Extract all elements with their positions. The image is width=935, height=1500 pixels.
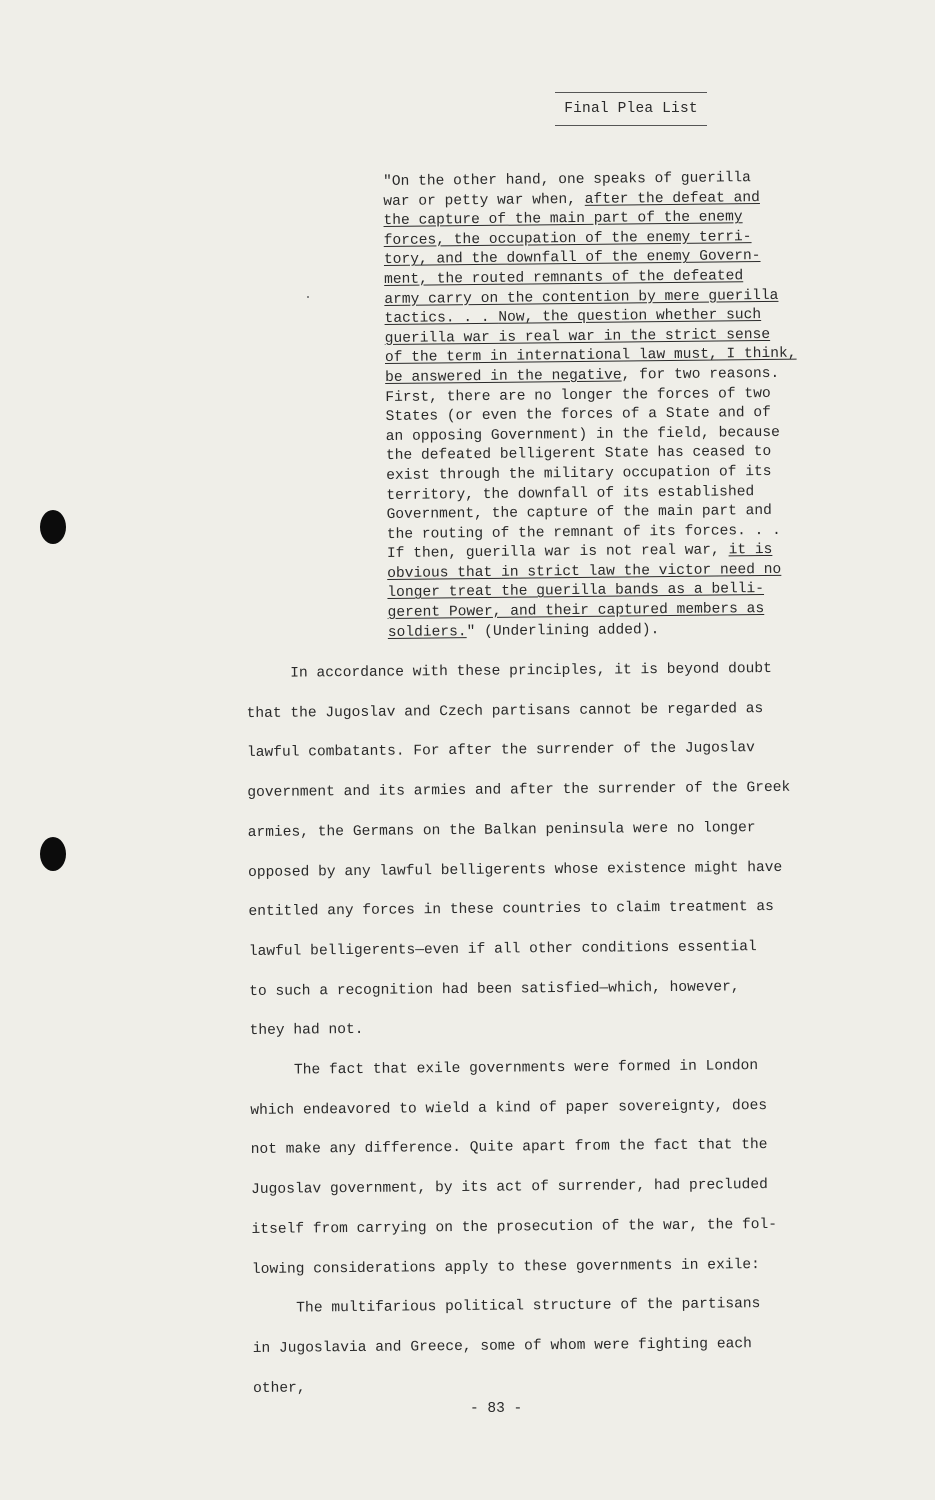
body-line: In accordance with these principles, it is beyond doubt [290,660,772,682]
page-header [555,92,707,126]
quote-text: , for two reasons. [621,365,780,384]
quote-text: If then, guerilla war is not real war, [386,542,729,563]
underlined-text: Now, the question whether such [498,307,762,326]
body-line: opposed by any lawful belligerents whose existence might have [248,859,783,881]
body-line: itself from carrying on the prosecution of the war, the fol- [251,1216,778,1238]
underlined-text: tactics. . . [384,309,499,328]
quote-text: States (or even the forces of a State and of [385,405,771,426]
quote-text: the routing of the remnant of its forces. . . [386,522,781,543]
quote-text: war or petty war when, [383,191,585,210]
body-line: lowing considerations apply to these governments in exile: [251,1256,760,1278]
quote-text: "On the other hand, one speaks of guerilla [383,170,751,190]
underlined-text: it is [728,542,773,559]
body-line: The multifarious political structure of the partisans [296,1296,761,1317]
body-line: The fact that exile governments were formed in London [293,1058,759,1079]
underlined-text: ment, the routed remnants of the defeated [384,268,744,288]
body-text [246,649,853,1409]
underlined-text: guerilla war is real war in the strict sense [384,326,771,347]
quote-text: exist through the military occupation of its [386,463,772,484]
body-line: which endeavored to wield a kind of paper sovereignty, does [250,1097,768,1119]
header-bottom-rule [555,125,707,126]
quote-text: an opposing Government) in the field, because [385,424,780,445]
body-line: not make any difference. Quite apart from the fact that the [250,1137,768,1159]
quote-text: the defeated belligerent State has ceased to [385,444,772,465]
underlined-text: gerent Power, and their captured members as [387,601,765,622]
punch-hole-lower [40,837,66,871]
underlined-text: tory, and the downfall of the enemy Govern- [383,248,761,269]
body-line: entitled any forces in these countries to claim treatment as [248,899,774,921]
block-quote [383,168,858,643]
body-line: other, [252,1380,306,1397]
underlined-text: obvious that in strict law the victor need no [387,561,782,582]
quote-text: First, there are no longer the forces of two [385,385,771,406]
body-line: government and its armies and after the surrender of the Greek [247,779,791,802]
body-line: to such a recognition had been satisfied—which, however, [249,978,740,1000]
quote-text: territory, the downfall of its established [386,483,755,504]
quote-line [388,619,858,644]
underlined-text: soldiers. [387,623,467,641]
body-line: that the Jugoslav and Czech partisans cannot be regarded as [246,700,764,722]
underlined-text: forces, the occupation of the enemy terri- [383,228,752,249]
underlined-text: of the term in international law must, I think, [384,346,797,367]
body-line: armies, the Germans on the Balkan peninsula were no longer [247,819,756,841]
body-line: in Jugoslavia and Greece, some of whom were fighting each [252,1336,752,1357]
underlined-text: longer treat the guerilla bands as a belli- [387,581,765,602]
body-line: lawful combatants. For after the surrender of the Jugoslav [246,740,755,762]
body-line: they had not. [249,1022,364,1040]
underlined-text: after the defeat and [584,189,760,208]
underlined-text: be answered in the negative [385,367,622,386]
page-number: - 83 - [470,1401,523,1417]
quote-text: Government, the capture of the main part and [386,503,772,524]
specks [307,296,309,298]
underlined-text: army carry on the contention by mere guerilla [384,287,779,308]
punch-hole-upper [40,510,66,544]
body-line: Jugoslav government, by its act of surrender, had precluded [251,1177,768,1199]
body-line: lawful belligerents—even if all other conditions essential [248,939,757,960]
quote-text: " (Underlining added). [466,621,660,640]
header-title: Final Plea List [564,101,698,117]
underlined-text: the capture of the main part of the enemy [383,209,743,230]
